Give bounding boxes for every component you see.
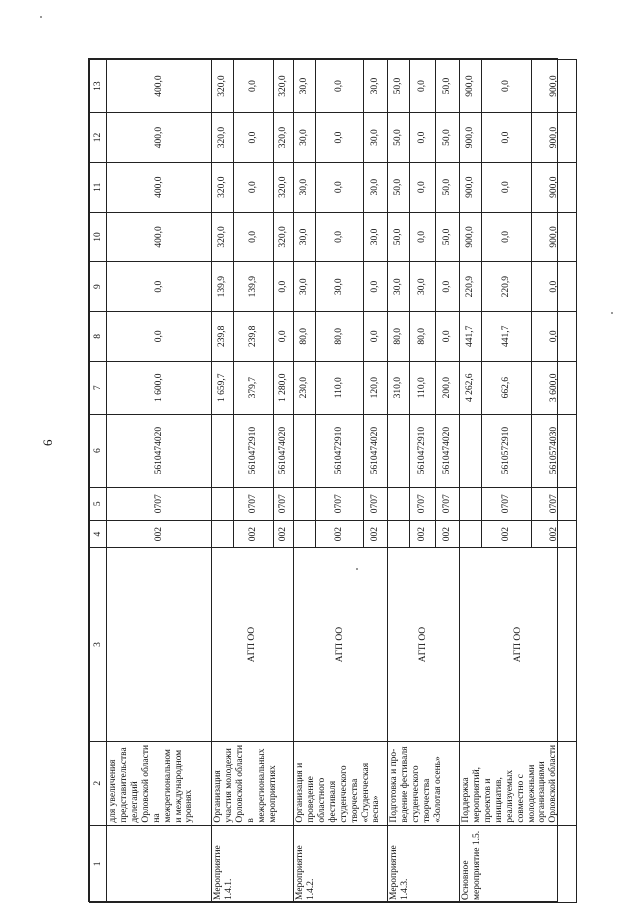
total-value-cell: 320,0	[212, 212, 234, 262]
value-cell: 900,0	[532, 60, 577, 113]
value-cell: 320,0	[274, 60, 294, 113]
activity-cell: Поддержка мероприятий, проектов и инициатив, реализуемых совместно с молодежными организациями Орловской области	[460, 741, 577, 825]
total-value-cell: 80,0	[388, 311, 410, 361]
grbs-cell: 002	[482, 520, 532, 548]
total-value-cell: 30,0	[388, 262, 410, 312]
grbs-cell: 002	[436, 520, 460, 548]
grbs-cell: 002	[532, 520, 577, 548]
value-cell: 320,0	[274, 212, 294, 262]
csr-cell: 5610574030	[532, 414, 577, 487]
value-cell: 50,0	[436, 113, 460, 163]
value-cell: 0,0	[532, 311, 577, 361]
grbs-cell: 002	[234, 520, 274, 548]
value-cell: 220,9	[482, 262, 532, 312]
csr-cell: 5610474020	[274, 414, 294, 487]
value-cell: 30,0	[364, 113, 388, 163]
grbs-cell	[388, 520, 410, 548]
grbs-cell: 002	[107, 520, 212, 548]
value-cell: 239,8	[234, 311, 274, 361]
scan-speck	[40, 16, 42, 18]
grbs-cell: 002	[364, 520, 388, 548]
csr-cell	[212, 414, 234, 487]
value-cell: 379,7	[234, 361, 274, 414]
rotated-table-frame	[88, 58, 558, 902]
value-cell: 0,0	[316, 212, 364, 262]
total-value-cell: 239,8	[212, 311, 234, 361]
value-cell: 0,0	[410, 60, 436, 113]
code-cell: Мероприятие 1.4.1.	[212, 825, 294, 902]
value-cell: 30,0	[364, 60, 388, 113]
grbs-cell	[294, 520, 316, 548]
column-number: 6	[90, 414, 107, 487]
total-value-cell: 50,0	[388, 212, 410, 262]
executor-cell: АГП ОО	[388, 548, 460, 741]
csr-cell: 5610472910	[410, 414, 436, 487]
column-number: 2	[90, 741, 107, 825]
activity-cell: Организация участия молодежи Орловской области в межрегиональных мероприятиях	[212, 741, 294, 825]
value-cell: 30,0	[364, 162, 388, 212]
total-value-cell: 30,0	[294, 212, 316, 262]
value-cell: 30,0	[410, 262, 436, 312]
value-cell: 320,0	[274, 162, 294, 212]
value-cell: 441,7	[482, 311, 532, 361]
column-number: 5	[90, 487, 107, 520]
value-cell: 200,0	[436, 361, 460, 414]
value-cell: 50,0	[436, 162, 460, 212]
value-cell: 1 600,0	[107, 361, 212, 414]
total-value-cell: 80,0	[294, 311, 316, 361]
rz-cell	[212, 487, 234, 520]
total-value-cell: 4 262,6	[460, 361, 482, 414]
value-cell: 0,0	[482, 212, 532, 262]
code-cell	[107, 825, 212, 902]
value-cell: 0,0	[364, 311, 388, 361]
rz-cell: 0707	[274, 487, 294, 520]
value-cell: 0,0	[316, 60, 364, 113]
total-value-cell: 1 659,7	[212, 361, 234, 414]
value-cell: 0,0	[482, 162, 532, 212]
csr-cell: 5610472910	[234, 414, 274, 487]
csr-cell	[294, 414, 316, 487]
column-number: 12	[90, 113, 107, 163]
scan-speck	[611, 312, 613, 314]
code-cell: Основное мероприятие 1.5.	[460, 825, 577, 902]
total-value-cell: 320,0	[212, 162, 234, 212]
value-cell: 110,0	[410, 361, 436, 414]
column-number: 3	[90, 548, 107, 741]
rz-cell: 0707	[364, 487, 388, 520]
value-cell: 80,0	[410, 311, 436, 361]
csr-cell: 5610472910	[316, 414, 364, 487]
value-cell: 0,0	[316, 162, 364, 212]
csr-cell	[460, 414, 482, 487]
csr-cell	[388, 414, 410, 487]
total-value-cell: 220,9	[460, 262, 482, 312]
value-cell: 0,0	[410, 212, 436, 262]
rz-cell: 0707	[532, 487, 577, 520]
total-value-cell: 310,0	[388, 361, 410, 414]
value-cell: 400,0	[107, 212, 212, 262]
value-cell: 30,0	[364, 212, 388, 262]
column-number: 13	[90, 60, 107, 113]
column-number: 4	[90, 520, 107, 548]
total-value-cell: 441,7	[460, 311, 482, 361]
value-cell: 0,0	[436, 262, 460, 312]
value-cell: 30,0	[316, 262, 364, 312]
value-cell: 400,0	[107, 113, 212, 163]
code-cell: Мероприятие 1.4.2.	[294, 825, 388, 902]
value-cell: 0,0	[436, 311, 460, 361]
value-cell: 0,0	[410, 113, 436, 163]
table-rotator	[89, 59, 559, 903]
rz-cell	[388, 487, 410, 520]
value-cell: 110,0	[316, 361, 364, 414]
value-cell: 900,0	[532, 162, 577, 212]
value-cell: 139,9	[234, 262, 274, 312]
value-cell: 662,6	[482, 361, 532, 414]
rz-cell: 0707	[436, 487, 460, 520]
total-value-cell: 30,0	[294, 262, 316, 312]
value-cell: 80,0	[316, 311, 364, 361]
executor-cell: АГП ОО	[212, 548, 294, 741]
table-row	[460, 60, 482, 903]
value-cell: 0,0	[482, 60, 532, 113]
table-row	[294, 60, 316, 903]
total-value-cell: 50,0	[388, 113, 410, 163]
value-cell: 900,0	[532, 113, 577, 163]
value-cell: 0,0	[234, 162, 274, 212]
value-cell: 400,0	[107, 60, 212, 113]
table-row	[388, 60, 410, 903]
rz-cell: 0707	[482, 487, 532, 520]
value-cell: 0,0	[532, 262, 577, 312]
column-number: 9	[90, 262, 107, 312]
value-cell: 320,0	[274, 113, 294, 163]
value-cell: 50,0	[436, 60, 460, 113]
value-cell: 0,0	[316, 113, 364, 163]
value-cell: 0,0	[107, 262, 212, 312]
total-value-cell: 30,0	[294, 162, 316, 212]
rz-cell	[460, 487, 482, 520]
value-cell: 0,0	[482, 113, 532, 163]
rz-cell: 0707	[410, 487, 436, 520]
column-number: 11	[90, 162, 107, 212]
value-cell: 1 280,0	[274, 361, 294, 414]
csr-cell: 5610474020	[364, 414, 388, 487]
value-cell: 0,0	[234, 60, 274, 113]
table-row	[107, 60, 212, 903]
column-number: 1	[90, 825, 107, 902]
grbs-cell	[212, 520, 234, 548]
executor-cell: АГП ОО	[294, 548, 388, 741]
table-row	[212, 60, 234, 903]
value-cell: 120,0	[364, 361, 388, 414]
value-cell: 0,0	[364, 262, 388, 312]
total-value-cell: 900,0	[460, 113, 482, 163]
page-number: 6	[40, 439, 55, 446]
total-value-cell: 139,9	[212, 262, 234, 312]
rz-cell: 0707	[234, 487, 274, 520]
total-value-cell: 900,0	[460, 212, 482, 262]
value-cell: 50,0	[436, 212, 460, 262]
rz-cell: 0707	[107, 487, 212, 520]
total-value-cell: 320,0	[212, 60, 234, 113]
total-value-cell: 30,0	[294, 60, 316, 113]
grbs-cell: 002	[316, 520, 364, 548]
csr-cell: 5610474020	[436, 414, 460, 487]
column-number: 8	[90, 311, 107, 361]
total-value-cell: 900,0	[460, 60, 482, 113]
value-cell: 0,0	[234, 113, 274, 163]
total-value-cell: 30,0	[294, 113, 316, 163]
activity-cell: для увеличения представительства делегаций Орловской области на межрегиональном и международном уровнях	[107, 741, 212, 825]
total-value-cell: 900,0	[460, 162, 482, 212]
value-cell: 900,0	[532, 212, 577, 262]
total-value-cell: 320,0	[212, 113, 234, 163]
rz-cell	[294, 487, 316, 520]
budget-table	[89, 59, 577, 903]
value-cell: 3 600,0	[532, 361, 577, 414]
csr-cell: 5610572910	[482, 414, 532, 487]
rz-cell: 0707	[316, 487, 364, 520]
grbs-cell: 002	[274, 520, 294, 548]
value-cell: 0,0	[234, 212, 274, 262]
value-cell: 0,0	[274, 311, 294, 361]
code-cell: Мероприятие 1.4.3.	[388, 825, 460, 902]
activity-cell: Подготовка и про-ведение фестиваля студенческого творчества «Золотая осень»	[388, 741, 460, 825]
executor-cell	[107, 548, 212, 741]
value-cell: 0,0	[107, 311, 212, 361]
executor-cell: АГП ОО	[460, 548, 577, 741]
column-number: 10	[90, 212, 107, 262]
total-value-cell: 50,0	[388, 162, 410, 212]
activity-cell: Организация и проведение областного фестиваля студенческого творчества «Студенческая весна»	[294, 741, 388, 825]
total-value-cell: 230,0	[294, 361, 316, 414]
value-cell: 400,0	[107, 162, 212, 212]
value-cell: 0,0	[410, 162, 436, 212]
csr-cell: 5610474020	[107, 414, 212, 487]
total-value-cell: 50,0	[388, 60, 410, 113]
value-cell: 0,0	[274, 262, 294, 312]
column-number: 7	[90, 361, 107, 414]
grbs-cell: 002	[410, 520, 436, 548]
grbs-cell	[460, 520, 482, 548]
column-number-row	[90, 60, 107, 903]
